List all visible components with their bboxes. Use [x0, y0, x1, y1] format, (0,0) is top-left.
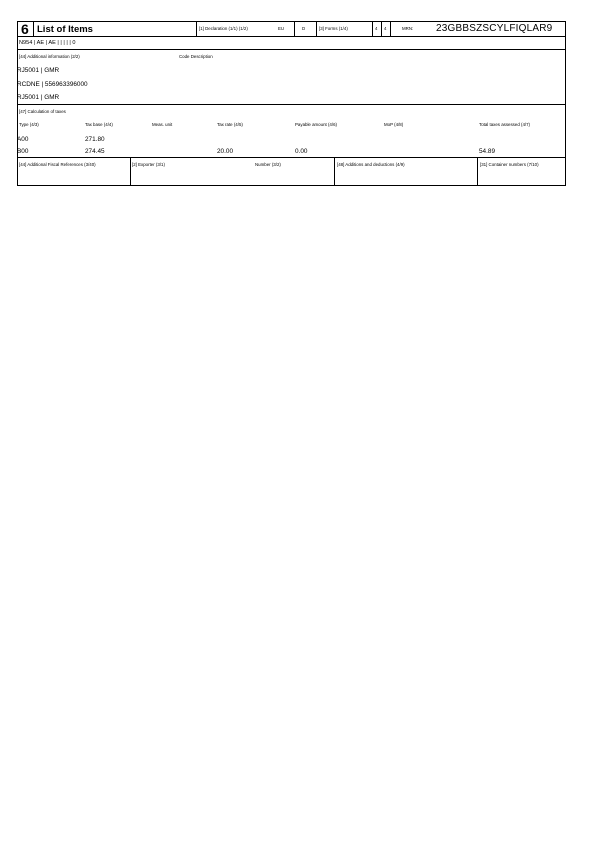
item-line: N954 | AE | AE | | | | | 0: [19, 40, 76, 46]
additional-info-row-3: RJ5001 | GMR: [17, 94, 60, 101]
forms-label: [3] Forms (1/4): [319, 26, 348, 31]
col-header-tax-rate: Tax rate (4/5): [217, 122, 243, 127]
table-cell: B00: [17, 148, 29, 155]
table-cell: A00: [17, 136, 29, 143]
col-header-tax-base: Tax base (4/4): [85, 122, 113, 127]
declaration-value-1: EU: [278, 26, 285, 31]
calculation-label: [47] Calculation of taxes: [19, 109, 66, 114]
box-number: 6: [21, 21, 29, 37]
table-cell: 0.00: [295, 148, 308, 155]
forms-value-1: 4: [375, 26, 378, 31]
number-label: Number (3/2): [255, 162, 281, 167]
table-cell: 20.00: [217, 148, 233, 155]
mrn-value: 23GBBSZSCYLFIQLAR9: [436, 23, 553, 34]
code-description-label: Code Description: [179, 54, 213, 59]
table-cell: 271.80: [85, 136, 105, 143]
additions-label: [48] Additions and deductions (4/9): [337, 162, 405, 167]
additional-info-row-1: RJ5001 | GMR: [17, 67, 60, 74]
additional-fiscal-label: [44] Additional Fiscal References (3/40): [19, 162, 96, 167]
additional-info-section: [17, 50, 566, 105]
declaration-label: [1] Declaration (1/1) (1/2): [199, 26, 248, 31]
table-cell: 274.45: [85, 148, 105, 155]
col-header-payable-amount: Payable amount (4/6): [295, 122, 337, 127]
forms-value-2: 4: [384, 26, 387, 31]
col-header-total-taxes: Total taxes assessed (4/7): [479, 122, 531, 127]
item-line-row: [17, 37, 566, 50]
exporter-label: [2] Exporter (3/1): [132, 162, 165, 167]
page-title: List of Items: [37, 24, 93, 35]
table-cell: 54.89: [479, 148, 495, 155]
mrn-label: MRN:: [402, 26, 414, 31]
col-header-meas-unit: Meas. unit: [152, 122, 173, 127]
col-header-mop: MoP (4/8): [384, 122, 404, 127]
containers-label: [31] Container numbers (7/10): [480, 162, 539, 167]
additional-info-row-2: RCDNE | 556963396000: [17, 81, 88, 88]
col-header-type: Type (4/3): [19, 122, 39, 127]
additional-info-label: [44] Additional information (2/2): [19, 54, 80, 59]
declaration-value-2: D: [302, 26, 306, 31]
